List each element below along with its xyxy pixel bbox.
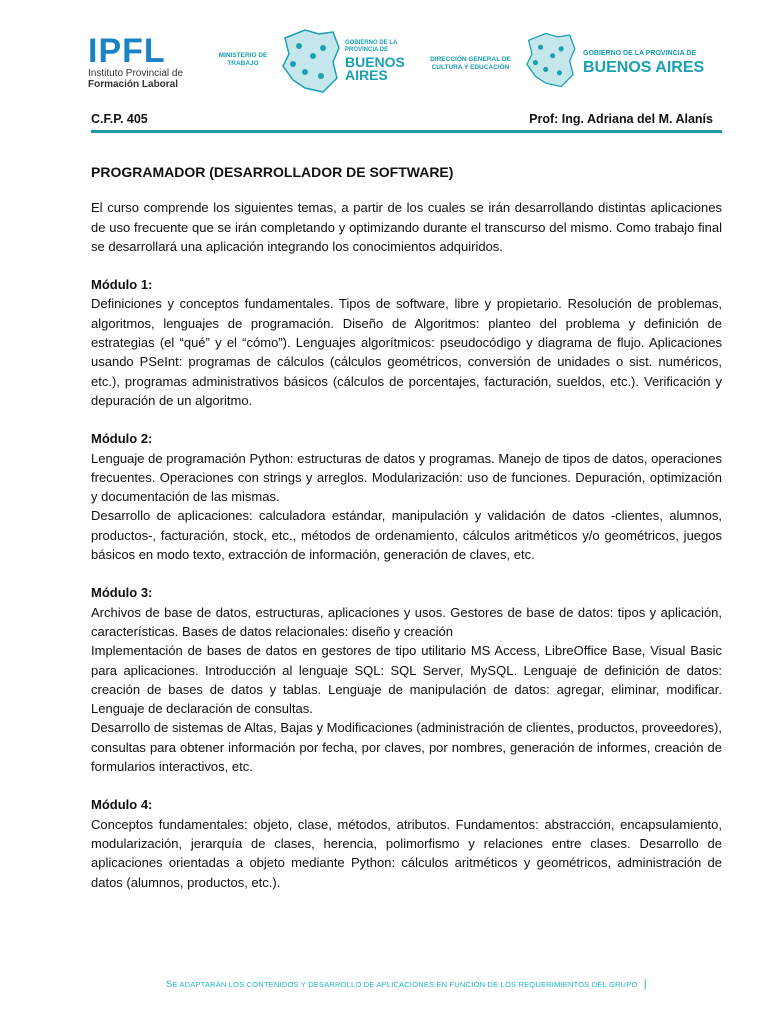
intro-paragraph: El curso comprende los siguientes temas, a partir de los cuales se irán desarrollando distintas aplicaciones de uso frecuente que se irán completando y optimizando durante el transcurso del mismo. Como trabajo final se desarrollará una aplicación integrando los conocimientos adquiridos. [91,200,722,254]
module-title: Módulo 2: [91,431,153,447]
module-section [91,429,722,564]
module-paragraph: Implementación de bases de datos en gestores de tipo utilitario MS Access, LibreOffice Base, Visual Basic para aplicaciones. Introducción al lenguaje SQL: SQL Server, MySQL. Lenguaje de definición de datos: creación de bases de datos y tablas. Lenguaje de manipulación de datos: agregar, eliminar, modificar. Lenguaje de declaración de consultas. [91,643,722,717]
center-code: C.F.P. 405 [91,112,148,126]
module-title: Módulo 4: [91,797,153,813]
module-paragraph: Desarrollo de aplicaciones: calculadora estándar, manipulación y validación de datos -clientes, alumnos, productos-, facturación, stock, etc., métodos de ordenamiento, cálculos aritméticos y/o geométricos, juegos básicos en modo texto, extracción de información, generación de claves, etc. [91,508,722,563]
module-section [91,583,722,776]
module-paragraph: Conceptos fundamentales: objeto, clase, métodos, atributos. Fundamentos: abstracción, encapsulamiento, modularización, jerarquía de clases, herencia, polimorfismo y relaciones entre clases. Desarrollo de aplicaciones orientadas a objeto mediante Python: cálculos aritméticos y geométricos, administración de datos (alumnos, productos, etc.). [91,816,722,890]
ipfl-logo [88,34,183,90]
professor-name: Prof: Ing. Adriana del M. Alanís [529,112,713,126]
page-footer [91,978,722,990]
module-spacer [91,564,722,583]
module-title: Módulo 3: [91,585,153,601]
buenos-aires-map-icon-2 [520,28,580,92]
module-spacer [91,410,722,429]
buenos-label: BUENOS [345,54,405,70]
modules-list [91,256,722,892]
gobierno-label: GOBIERNO DE LA PROVINCIA DE [345,40,398,53]
aires-label: AIRES [345,67,388,83]
ipfl-logo-mark: IPFL [88,32,166,70]
module-title: Módulo 1: [91,277,153,293]
document-body [91,163,722,892]
buenos-aires-label: BUENOS AIRES [583,59,705,76]
ministerio-label: MINISTERIO DE TRABAJO [218,52,268,67]
header-logos [88,22,708,102]
module-paragraph: Archivos de base de datos, estructuras, aplicaciones y usos. Gestores de base de datos: tipos y aplicación, características. Bases de datos relacionales: diseño y creación [91,604,722,639]
buenos-aires-map-icon [275,26,345,96]
module-section [91,275,722,410]
header-divider [91,130,722,133]
module-spacer [91,256,722,275]
module-paragraph: Desarrollo de sistemas de Altas, Bajas y Modificaciones (administración de clientes, productos, proveedores), consultas para obtener información por fecha, por claves, por nombres, generación de informes, creación de formularios interactivos, etc. [91,720,722,775]
module-paragraph: Definiciones y conceptos fundamentales. Tipos de software, libre y propietario. Resolución de problemas, algoritmos, lenguajes de programación. Diseño de Algoritmos: planteo del problema y definición de estrategias (el “qué” y el “cómo”). Lenguajes algorítmicos: pseudocódigo y diagrama de flujo. Aplicaciones usando PSeInt: programas de cálculos (cálculos geométricos, conversión de unidades o sist. numéricos, etc.), programas administrativos básicos (cálculos de porcentajes, facturación, sueldos, etc.). Verificación y depuración de un algoritmo. [91,296,722,408]
module-section [91,795,722,891]
footer-separator: | [643,978,647,990]
gobierno-label-2: GOBIERNO DE LA PROVINCIA DE [583,50,697,57]
module-spacer [91,776,722,795]
module-paragraph: Lenguaje de programación Python: estructuras de datos y programas. Manejo de tipos de datos, operaciones frecuentes. Operaciones con strings y arreglos. Modularización: uso de funciones. Depuración, optimización y documentación de las mismas. [91,450,722,505]
footer-note: SE ADAPTARÁN LOS CONTENIDOS Y DESARROLLO DE APLICACIONES EN FUNCIÓN DE LOS REQUERIMIENTOS DEL GRUPO [166,979,638,989]
course-title: PROGRAMADOR (DESARROLLADOR DE SOFTWARE) [91,164,454,180]
ipfl-logo-subtitle-2: Formación Laboral [88,79,179,90]
ipfl-logo-subtitle-1: Instituto Provincial de [88,68,184,79]
direccion-label: DIRECCIÓN GENERAL DE CULTURA Y EDUCACIÓN [430,56,511,71]
